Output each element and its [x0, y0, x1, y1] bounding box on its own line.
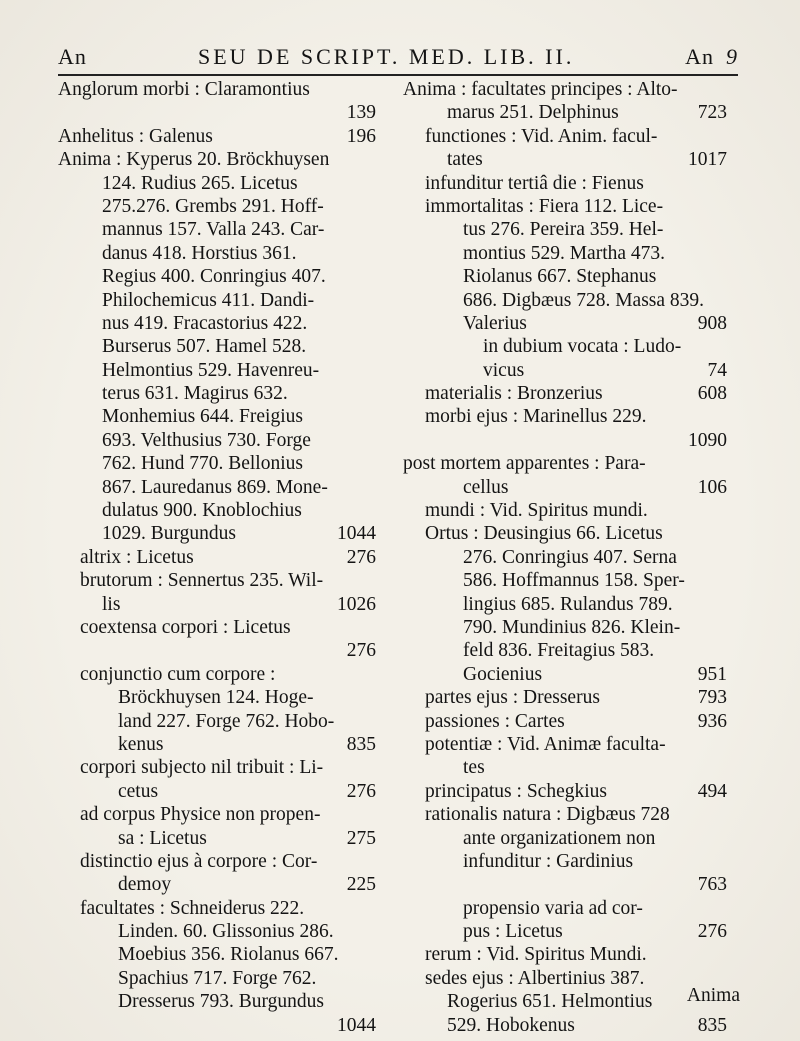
entry-text: mannus 157. Valla 243. Car-	[102, 219, 325, 241]
entry-text: dulatus 900. Knoblochius	[102, 500, 302, 522]
entry-page-number: 275	[346, 827, 376, 849]
entry-text: ad corpus Physice non propen-	[80, 804, 321, 826]
header-left-catchword: An	[58, 44, 87, 69]
entry-text: marus 251. Delphinus	[447, 102, 619, 124]
index-entry-line	[403, 172, 727, 195]
entry-text: montius 529. Martha 473.	[463, 242, 666, 264]
index-entry-line	[58, 195, 376, 218]
entry-text: altrix : Licetus	[80, 546, 194, 568]
index-entry-line	[58, 897, 376, 920]
index-entry-line	[58, 242, 376, 265]
index-entry-line	[403, 850, 727, 873]
entry-page-number: 793	[697, 687, 727, 709]
index-entry-line	[58, 803, 376, 826]
index-entry-line	[403, 663, 727, 686]
entry-text: nus 419. Fracastorius 422.	[102, 312, 308, 334]
index-entry-line	[58, 172, 376, 195]
entry-text: Philochemicus 411. Dandi-	[102, 289, 315, 311]
entry-text: infunditur tertiâ die : Fienus	[425, 172, 644, 194]
entry-text: Rogerius 651. Helmontius	[447, 991, 653, 1013]
index-entry-line	[58, 827, 376, 850]
index-entry-line	[58, 452, 376, 475]
index-entry-line	[403, 125, 727, 148]
index-entry-line	[58, 78, 376, 101]
index-entry-line	[58, 312, 376, 335]
entry-text: Anima : Kyperus 20. Bröckhuysen	[58, 149, 330, 171]
entry-text: tus 276. Pereira 359. Hel-	[463, 219, 664, 241]
index-entry-line	[403, 780, 727, 803]
entry-text: propensio varia ad cor-	[463, 897, 643, 919]
entry-text: sa : Licetus	[118, 827, 207, 849]
index-entry-line	[403, 827, 727, 850]
index-entry-line	[403, 359, 727, 382]
entry-text: coextensa corpori : Licetus	[80, 616, 291, 638]
index-entry-line	[403, 78, 727, 101]
entry-text: tates	[447, 149, 483, 171]
entry-page-number: 608	[697, 383, 727, 405]
index-entry-line	[58, 218, 376, 241]
index-entry-line	[58, 405, 376, 428]
index-entry-line	[58, 710, 376, 733]
header-right-catchword: An	[685, 44, 714, 69]
index-entry-line	[403, 803, 727, 826]
entry-text: materialis : Bronzerius	[425, 383, 603, 405]
entry-text: rationalis natura : Digbæus 728	[425, 804, 670, 826]
entry-text: 686. Digbæus 728. Massa 839.	[463, 289, 705, 311]
entry-text: morbi ejus : Marinellus 229.	[425, 406, 647, 428]
index-entry-line	[403, 710, 727, 733]
entry-text: 867. Lauredanus 869. Mone-	[102, 476, 328, 498]
entry-text: Helmontius 529. Havenreu-	[102, 359, 320, 381]
page-number: 9	[726, 44, 738, 69]
entry-page-number: 1090	[688, 429, 727, 451]
entry-text: Burserus 507. Hamel 528.	[102, 336, 307, 358]
entry-text: immortalitas : Fiera 112. Lice-	[425, 195, 664, 217]
index-entry-line	[58, 289, 376, 312]
index-entry-line	[58, 850, 376, 873]
index-entry-line	[58, 756, 376, 779]
entry-text: mundi : Vid. Spiritus mundi.	[425, 500, 648, 522]
entry-text: 276. Conringius 407. Serna	[463, 546, 677, 568]
index-entry-line	[403, 242, 727, 265]
index-entry-line	[403, 1014, 727, 1037]
index-entry-line	[58, 943, 376, 966]
entry-page-number: 1026	[337, 593, 376, 615]
entry-text: kenus	[118, 733, 164, 755]
entry-text: post mortem apparentes : Para-	[403, 453, 646, 475]
entry-page-number: 139	[346, 102, 376, 124]
index-entry-line	[58, 499, 376, 522]
index-entry-line	[403, 101, 727, 124]
index-entry-line	[403, 148, 727, 171]
index-entry-line	[403, 569, 727, 592]
entry-text: Anima : facultates principes : Alto-	[403, 79, 678, 100]
header-rule	[58, 74, 738, 76]
index-entry-line	[58, 873, 376, 896]
entry-text: Linden. 60. Glissonius 286.	[118, 921, 334, 943]
index-entry-line	[58, 733, 376, 756]
index-entry-line	[403, 476, 727, 499]
entry-page-number: 1044	[337, 1014, 376, 1036]
entry-text: Bröckhuysen 124. Hoge-	[118, 687, 314, 709]
index-entry-line	[403, 593, 727, 616]
index-entry-line	[403, 218, 727, 241]
entry-text: facultates : Schneiderus 222.	[80, 897, 305, 919]
index-entry-line	[403, 522, 727, 545]
index-entry-line	[58, 616, 376, 639]
index-entry-line	[403, 990, 727, 1013]
entry-text: 693. Velthusius 730. Forge	[102, 429, 311, 451]
entry-page-number: 835	[346, 733, 376, 755]
entry-text: potentiæ : Vid. Animæ faculta-	[425, 733, 666, 755]
entry-text: 275.276. Grembs 291. Hoff-	[102, 195, 324, 217]
entry-text: distinctio ejus à corpore : Cor-	[80, 850, 318, 872]
entry-text: conjunctio cum corpore :	[80, 663, 276, 685]
index-entry-line	[403, 289, 727, 312]
entry-text: partes ejus : Dresserus	[425, 687, 600, 709]
entry-text: Spachius 717. Forge 762.	[118, 967, 317, 989]
index-entry-line	[403, 639, 727, 662]
entry-text: land 227. Forge 762. Hobo-	[118, 710, 335, 732]
index-entry-line	[58, 429, 376, 452]
entry-text: 762. Hund 770. Bellonius	[102, 453, 303, 475]
entry-text: 1029. Burgundus	[102, 523, 236, 545]
entry-text: 124. Rudius 265. Licetus	[102, 172, 298, 194]
entry-page-number: 723	[697, 102, 727, 124]
index-entry-line	[403, 686, 727, 709]
left-index-column	[58, 78, 376, 1037]
entry-page-number: 276	[346, 780, 376, 802]
index-entry-line	[403, 265, 727, 288]
index-entry-line	[58, 359, 376, 382]
entry-text: lingius 685. Rulandus 789.	[463, 593, 673, 615]
index-entry-line	[58, 569, 376, 592]
index-entry-line	[58, 639, 376, 662]
entry-text: Regius 400. Conringius 407.	[102, 266, 326, 288]
index-entry-line	[403, 546, 727, 569]
entry-page-number: 74	[707, 359, 727, 381]
index-entry-line	[403, 195, 727, 218]
index-entry-line	[403, 943, 727, 966]
entry-text: sedes ejus : Albertinius 387.	[425, 967, 645, 989]
entry-text: 790. Mundinius 826. Klein-	[463, 616, 681, 638]
entry-text: Gocienius	[463, 663, 543, 685]
entry-page-number: 494	[697, 780, 727, 802]
index-entry-line	[58, 335, 376, 358]
entry-text: in dubium vocata : Ludo-	[483, 336, 682, 358]
index-entry-line	[58, 663, 376, 686]
entry-text: Anglorum morbi : Claramontius	[58, 79, 310, 100]
index-entry-line	[403, 920, 727, 943]
entry-page-number: 196	[346, 125, 376, 147]
index-entry-line	[403, 382, 727, 405]
entry-page-number: 835	[697, 1014, 727, 1036]
entry-text: vicus	[483, 359, 525, 381]
index-entry-line	[403, 405, 727, 428]
index-entry-line	[403, 897, 727, 920]
entry-text: corpori subjecto nil tribuit : Li-	[80, 757, 324, 779]
index-entry-line	[403, 616, 727, 639]
index-entry-line	[58, 265, 376, 288]
entry-text: Dresserus 793. Burgundus	[118, 991, 325, 1013]
index-entry-line	[403, 452, 727, 475]
entry-page-number: 276	[346, 546, 376, 568]
index-entry-line	[403, 335, 727, 358]
entry-text: Ortus : Deusingius 66. Licetus	[425, 523, 663, 545]
entry-text: Riolanus 667. Stephanus	[463, 266, 657, 288]
entry-page-number: 936	[697, 710, 727, 732]
index-entry-line	[403, 312, 727, 335]
entry-text: functiones : Vid. Anim. facul-	[425, 125, 658, 147]
entry-page-number: 763	[697, 874, 727, 896]
index-entry-line	[58, 546, 376, 569]
entry-text: lis	[102, 593, 121, 615]
entry-text: 586. Hoffmannus 158. Sper-	[463, 570, 685, 592]
index-entry-line	[403, 499, 727, 522]
entry-text: tes	[463, 757, 485, 779]
entry-text: passiones : Cartes	[425, 710, 565, 732]
entry-text: brutorum : Sennertus 235. Wil-	[80, 570, 324, 592]
entry-text: infunditur : Gardinius	[463, 850, 634, 872]
index-entry-line	[58, 101, 376, 124]
index-entry-line	[403, 756, 727, 779]
entry-page-number: 1017	[688, 149, 727, 171]
index-entry-line	[58, 967, 376, 990]
index-entry-line	[58, 780, 376, 803]
running-header	[58, 44, 738, 74]
entry-text: terus 631. Magirus 632.	[102, 383, 288, 405]
index-entry-line	[58, 476, 376, 499]
index-entry-line	[58, 125, 376, 148]
entry-text: feld 836. Freitagius 583.	[463, 640, 655, 662]
entry-text: 529. Hobokenus	[447, 1014, 575, 1036]
header-title: SEU DE SCRIPT. MED. LIB. II.	[198, 44, 575, 69]
entry-text: pus : Licetus	[463, 921, 563, 943]
index-entry-line	[58, 920, 376, 943]
index-entry-line	[58, 593, 376, 616]
entry-page-number: 276	[697, 921, 727, 943]
index-entry-line	[403, 967, 727, 990]
index-entry-line	[58, 990, 376, 1013]
entry-page-number: 951	[697, 663, 727, 685]
entry-text: Monhemius 644. Freigius	[102, 406, 303, 428]
entry-page-number: 908	[697, 312, 727, 334]
entry-text: rerum : Vid. Spiritus Mundi.	[425, 944, 647, 966]
entry-page-number: 1044	[337, 523, 376, 545]
entry-text: cetus	[118, 780, 159, 802]
entry-page-number: 276	[346, 640, 376, 662]
index-entry-line	[58, 382, 376, 405]
index-entry-line	[403, 873, 727, 896]
entry-text: Moebius 356. Riolanus 667.	[118, 944, 339, 966]
index-entry-line	[58, 1014, 376, 1037]
index-entry-line	[58, 686, 376, 709]
entry-text: ante organizationem non	[463, 827, 656, 849]
entry-text: danus 418. Horstius 361.	[102, 242, 297, 264]
catchword: Anima	[686, 985, 740, 1006]
index-entry-line	[403, 429, 727, 452]
entry-text: demoy	[118, 874, 172, 896]
entry-text: Anhelitus : Galenus	[58, 125, 213, 147]
index-entry-line	[403, 733, 727, 756]
entry-page-number: 225	[346, 874, 376, 896]
entry-page-number: 106	[697, 476, 727, 498]
right-index-column	[403, 78, 727, 1037]
index-entry-line	[58, 148, 376, 171]
entry-text: cellus	[463, 476, 509, 498]
index-entry-line	[58, 522, 376, 545]
entry-text: Valerius	[463, 312, 527, 334]
entry-text: principatus : Schegkius	[425, 780, 607, 802]
